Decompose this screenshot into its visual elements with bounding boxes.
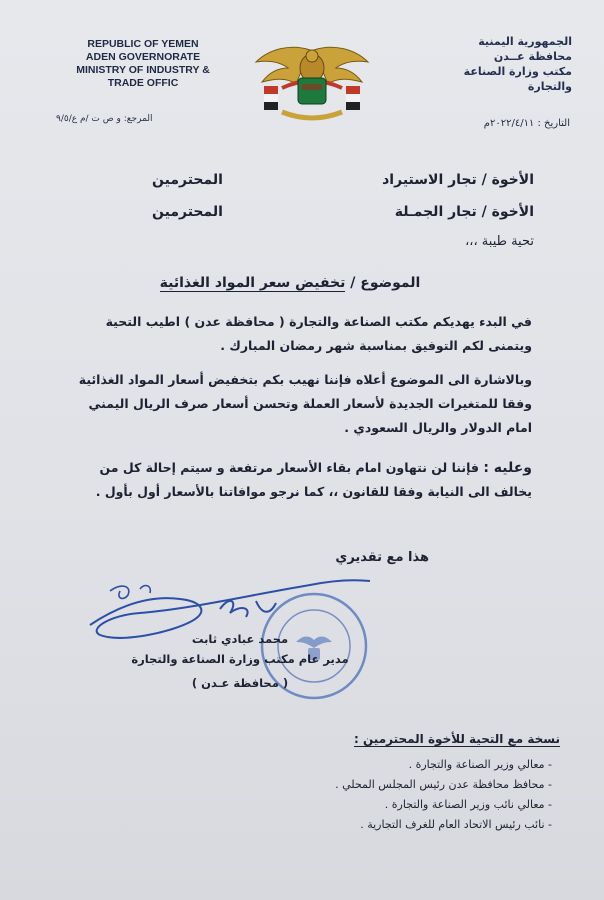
letterhead-english [58,38,228,90]
letterhead-en-line: REPUBLIC OF YEMEN [87,38,199,50]
subject-text: تخفيض سعر المواد الغذائية [159,275,346,291]
warning-lead: وعليه : [483,460,532,476]
greeting: تحية طيبة ،،، [465,234,534,249]
cc-item: - نائب رئيس الاتحاد العام للغرف التجارية . [292,815,552,835]
yemen-eagle-emblem-icon [252,38,372,130]
cc-item: - معالي وزير الصناعة والتجارة . [292,755,552,775]
cc-item: - محافظ محافظة عدن رئيس المجلس المحلي . [292,775,552,795]
body-paragraph-greeting: في البدء يهديكم مكتب الصناعة والتجارة ( محافظة عدن ) اطيب التحية ويتمنى لكم التوفيق بمناسبة شهر رمضان المبارك . [105,314,532,353]
letterhead-ar-line: مكتب وزارة الصناعة [463,65,572,78]
closing-phrase: هذا مع تقديري [335,550,429,565]
recipient-importers-honorific: المحترمين [152,172,223,188]
reference-number: المرجع: و ص ت /م ع/٩/٥ [56,114,153,124]
letterhead-en-line: ADEN GOVERNORATE [85,51,201,63]
recipient-importers: الأخوة / تجار الاستيراد [382,172,534,188]
subject-prefix: الموضوع / [350,275,421,291]
recipient-wholesalers-honorific: المحترمين [152,204,223,220]
body-paragraph-request: وبالاشارة الى الموضوع أعلاه فإننا نهيب بكم بتخفيض أسعار المواد الغذائية وفقا للمتغيرات الجديدة لأسعار العملة وتحسن أسعار صرف الريال اليمني امام الدولار والريال السعودي . [78,372,532,435]
cc-heading [354,732,560,746]
letterhead-arabic [422,34,572,94]
cc-heading-text: نسخة مع التحية للأخوة المحترمين : [354,732,560,746]
signer-title: مدير عام مكتب وزارة الصناعة والتجارة [131,652,349,666]
cc-item: - معالي نائب وزير الصناعة والتجارة . [292,795,552,815]
letterhead-en-line: TRADE OFFIC [107,77,179,89]
cc-list [292,755,552,835]
subject-line [140,275,440,291]
signer-governorate: ( محافظة عـدن ) [191,676,289,690]
warning-text: فإننا لن نتهاون امام بقاء الأسعار مرتفعة و سيتم إحالة كل من يخالف الى النيابة وفقا للقانون ،، كما نرجو موافاتنا بالأسعار أول بأول . [95,460,532,499]
body-paragraph-warning [62,456,532,504]
signer-name: محمد عبادي ثابت [191,632,289,646]
letterhead-en-line: MINISTRY OF INDUSTRY & [76,64,210,76]
letter-date: التاريخ : ٢٠٢٢/٤/١١م [483,118,570,129]
letterhead-ar-line: والتجارة [527,80,572,93]
letterhead-ar-line: الجمهورية اليمنية [478,35,572,48]
letterhead-ar-line: محافظة عــدن [493,50,572,63]
recipient-wholesalers: الأخوة / تجار الجمـلة [394,204,534,220]
